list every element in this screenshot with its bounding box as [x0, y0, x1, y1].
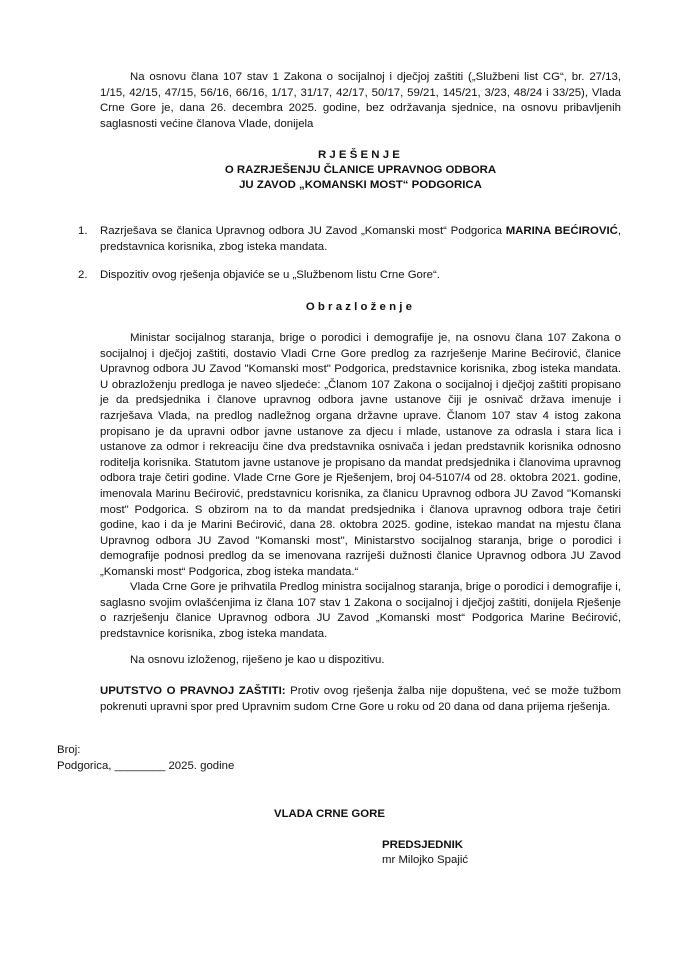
place-date: Podgorica, ________ 2025. godine [57, 760, 235, 772]
legal-remedy-label: UPUTSTVO O PRAVNOJ ZAŠTITI: [100, 685, 286, 697]
list-item-number: 1. [78, 225, 88, 237]
list-item-text: Razrješava se članica Upravnog odbora JU Zavod „Komanski most“ Podgorica MARINA BEĆIROVIĆ, predstavnica korisnika, zbog isteka mandata. [100, 225, 622, 253]
person-name: MARINA BEĆIROVIĆ [505, 225, 618, 237]
government-signature: VLADA CRNE GORE [274, 808, 385, 820]
preamble-paragraph: Na osnovu člana 107 stav 1 Zakona o socijalnoj i dječjoj zaštiti („Službeni list CG“, br. 27/13, 1/15, 42/15, 47/15, 56/16, 66/16, 1/17, 31/17, 42/17, 50/17, 59/21, 145/21, 3/23, 48/24 i 33/25), Vlada Crne Gore je, dana 26. decembra 2025. godine, bez održavanja sjednice, na osnovu pribavljenih saglasnosti većine članova Vlade, donijela [100, 71, 621, 130]
document-subtitle: O RAZRJEŠENJU ČLANICE UPRAVNOG ODBORA [224, 164, 497, 176]
legal-remedy-paragraph: UPUTSTVO O PRAVNOJ ZAŠTITI: Protiv ovog rješenja žalba nije dopuštena, već se može tužbom pokrenuti upravni spor pred Upravnim sudom Crne Gore u roku od 20 dana od dana prijema rješenja. [100, 685, 621, 713]
list-item-number: 2. [78, 269, 88, 281]
document-title: RJEŠENJE [317, 149, 404, 161]
list-item-text: Dispozitiv ovog rješenja objaviće se u „Službenom listu Crne Gore“. [100, 269, 440, 281]
reasoning-heading: Obrazloženje [305, 301, 416, 313]
president-name: mr Milojko Spajić [382, 854, 469, 866]
number-label: Broj: [57, 744, 81, 756]
document-subtitle-institution: JU ZAVOD „KOMANSKI MOST“ PODGORICA [239, 179, 482, 191]
reasoning-paragraph: Ministar socijalnog staranja, brige o porodici i demografije je, na osnovu člana 107 Zakona o socijalnoj i dječjoj zaštiti, dostavio Vladi Crne Gore predlog za razrješenje Marine Bećirović, članice Upravnog odbora JU Zavod "Komanski most" Podgorica, predstavnice korisnika, zbog isteka mandata. U obrazloženju predloga je naveo sljedeće: „Članom 107 Zakona o socijalnoj i dječjoj zaštiti propisano je da predsjednika i članove upravnog odbora javne ustanove čiji je osnivač država imenuje i razrješava Vlada, na predlog nadležnog organa državne uprave. Članom 107 stav 4 istog zakona propisano je da upravni odbor javne ustanove za djecu i mlade, ustanove za odrasla i stara lica i ustanove za odmor i rekreaciju čine dva predstavnika osnivača i jedan predstavnik korisnika odnosno roditelja korisnika. Statutom javne ustanove je propisano da mandat predsjednika i članovima upravnog odbora traje četiri godine. Vlade Crne Gore je Rješenjem, broj 04-5107/4 od 28. oktobra 2021. godine, imenovala Marinu Bećirović, predstavnicu korisnika, za članicu Upravnog odbora JU Zavod "Komanski most" Podgorica. S obzirom na to da mandat predsjednika i članova upravnog odbora traje četiri godine, kao i da je Marini Bećirović, dana 28. oktobra 2025. godine, istekao mandat na mjestu člana Upravnog odbora JU Zavod "Komanski most", Ministarstvo socijalnog staranja, brige o porodici i demografije podnosi predlog da se imenovana razriješi dužnosti članice Upravnog odbora JU Zavod „Komanski most“ Podgorica, zbog isteka mandata.“ [100, 332, 621, 578]
reasoning-paragraph: Na osnovu izloženog, riješeno je kao u dispozitivu. [130, 654, 385, 666]
president-title: PREDSJEDNIK [382, 839, 464, 851]
reasoning-paragraph: Vlada Crne Gore je prihvatila Predlog ministra socijalnog staranja, brige o porodici i demografije i, saglasno svojim ovlašćenjima iz člana 107 stav 1 Zakona o socijalnoj i dječjoj zaštiti, donijela Rješenje o razrješenju članice Upravnog odbora JU Zavod „Komanski most“ Podgorica Marine Bećirović, predstavnice korisnika, zbog isteka mandata. [100, 581, 621, 640]
